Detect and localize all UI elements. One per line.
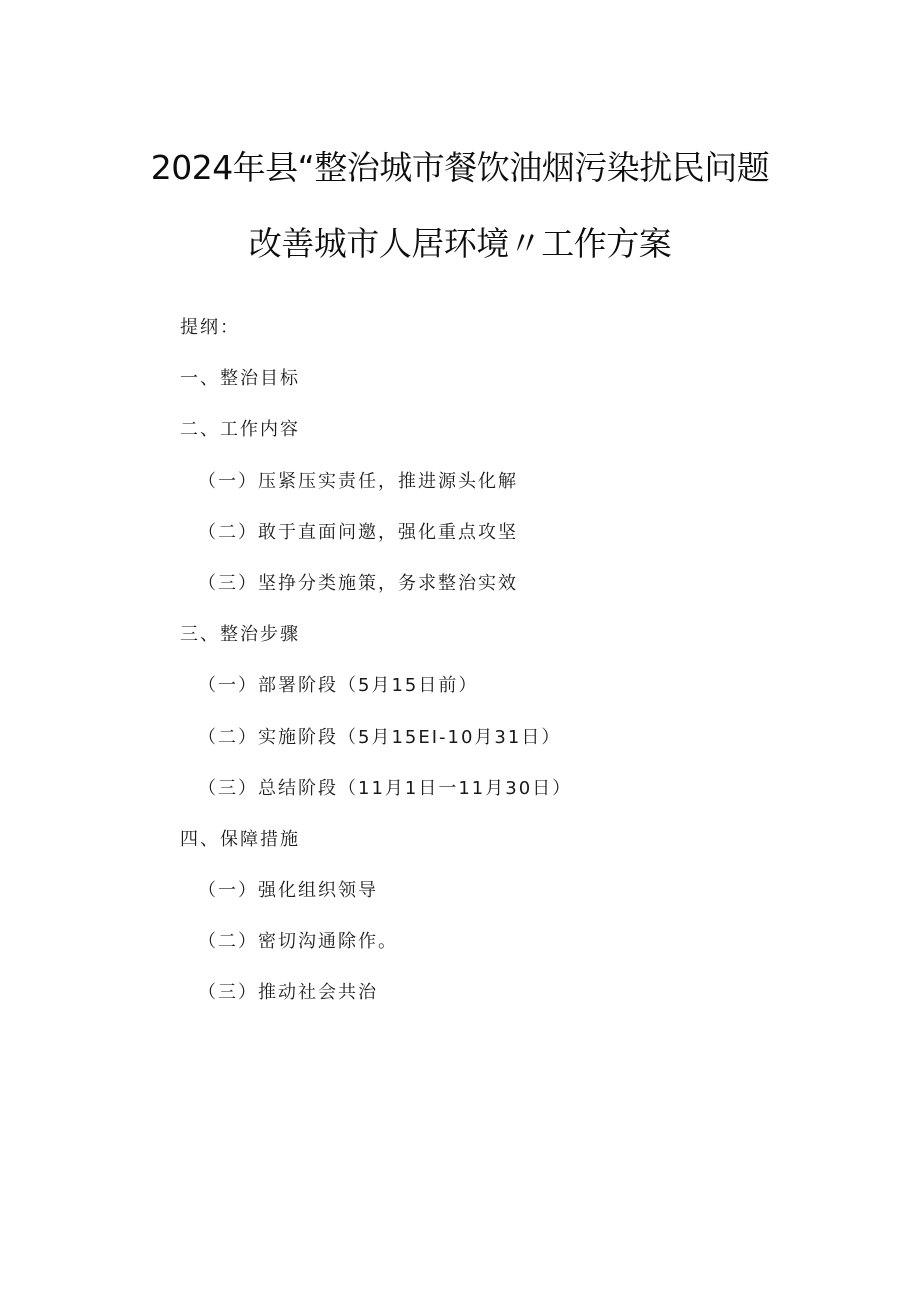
outline-item-classified-policy: （三）坚挣分类施策，务求整治实效: [198, 572, 518, 594]
outline-section-safeguards: 四、保障措施: [180, 828, 300, 850]
document-title: [0, 130, 920, 282]
outline-item-implementation-stage: （二）实施阶段（5月15EI-10月31日）: [198, 726, 562, 748]
outline-section-goals: 一、整治目标: [180, 368, 300, 390]
outline-item-deployment-stage: （一）部署阶段（5月15日前）: [198, 675, 479, 697]
outline-heading: 提纲：: [180, 317, 240, 338]
outline-section-steps: 三、整治步骤: [180, 624, 300, 646]
outline-item-responsibility: （一）压紧压实责任，推进源头化解: [198, 470, 518, 492]
outline-item-summary-stage: （三）总结阶段（11月1日一11月30日）: [198, 777, 573, 799]
outline-item-co-governance: （三）推动社会共治: [198, 982, 378, 1004]
title-line-2: 改善城市人居环境〃工作方案: [248, 224, 672, 263]
outline-item-communication: （二）密切沟通除作。: [198, 931, 398, 953]
outline: [180, 302, 820, 1019]
outline-item-key-problems: （二）敢于直面问邀，强化重点攻坚: [198, 521, 518, 543]
title-line-1: 2024年县“整治城市餐饮油烟污染扰民问题: [150, 148, 770, 187]
outline-section-content: 二、工作内容: [180, 419, 300, 441]
outline-item-leadership: （一）强化组织领导: [198, 880, 378, 902]
